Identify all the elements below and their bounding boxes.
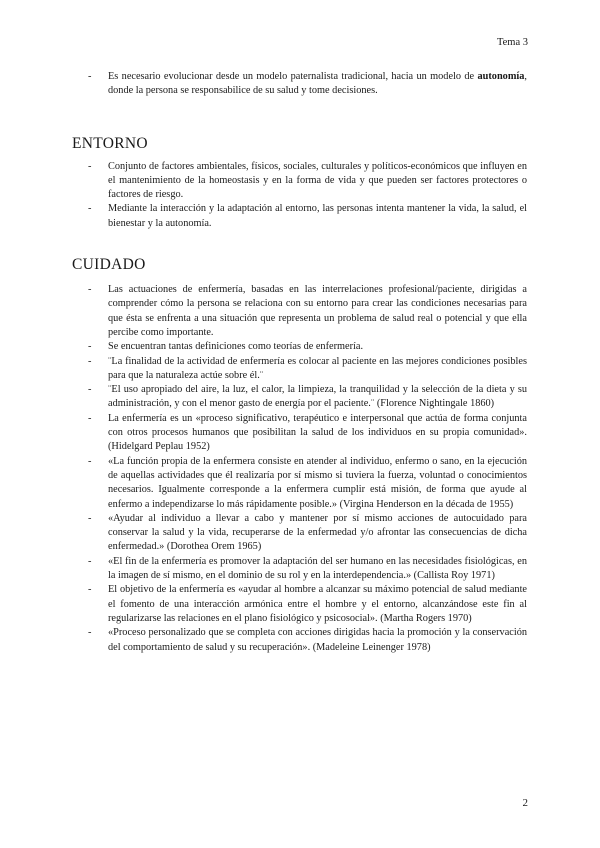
cuidado-list <box>72 283 527 655</box>
section-heading-cuidado: CUIDADO <box>72 256 146 274</box>
intro-bold-term: autonomía <box>477 71 525 82</box>
list-item: - «La función propia de la enfermera consiste en atender al individuo, enfermo o sano, en la ejecución de aquellas actividades que él realizaría por sí mismo si tuviera la fuerza, voluntad o conocimientos necesarios. Igualmente corresponde a la enfermera cumplir está misión, de forma que ayude al enfermo a independizarse lo más rápidamente posible.» (Virgina Henderson en la década de 1955) <box>72 455 527 512</box>
intro-text-end: , donde la persona se responsabilice de su salud y tome decisiones. <box>108 71 527 97</box>
page-content <box>72 70 527 655</box>
list-item: - Mediante la interacción y la adaptación al entorno, las personas intenta mantener la vida, la salud, el bienestar y la autonomía. <box>72 202 527 231</box>
list-item: - «Ayudar al individuo a llevar a cabo y mantener por sí mismo acciones de autocuidado para conservar la salud y la vida, recuperarse de la enfermedad y/o afrontar las consecuencias de dicha enfermedad.» (Dorothea Orem 1965) <box>72 512 527 555</box>
list-item: - Se encuentran tantas definiciones como teorías de enfermería. <box>72 340 527 354</box>
page-number: 2 <box>522 797 528 809</box>
list-item: - «El fin de la enfermería es promover la adaptación del ser humano en las necesidades fisiológicas, en la imagen de sí mismo, en el dominio de su rol y en la interdependencia.» (Callista Roy 1971) <box>72 555 527 584</box>
list-item: - Conjunto de factores ambientales, físicos, sociales, culturales y políticos-económicos que influyen en el mantenimiento de la homeostasis y en la forma de vida y que pueden ser factores protectores o factores de riesgo. <box>72 160 527 203</box>
section-heading-entorno: ENTORNO <box>72 134 148 152</box>
page-header: Tema 3 <box>496 37 528 48</box>
entorno-list <box>72 160 527 231</box>
intro-list <box>72 70 527 99</box>
intro-text: Es necesario evolucionar desde un modelo paternalista tradicional, hacia un modelo de <box>108 71 478 82</box>
list-item <box>72 70 527 99</box>
list-item: - ¨El uso apropiado del aire, la luz, el calor, la limpieza, la tranquilidad y la selección de la dieta y su administración, y con el menor gasto de energía por el paciente.¨ (Florence Nightingale 1860) <box>72 383 527 412</box>
list-item: - Las actuaciones de enfermería, basadas en las interrelaciones profesional/paciente, dirigidas a comprender cómo la persona se relaciona con su entorno para crear las condiciones necesarias para que ésta se enfrenta a una situación que representa un problema de salud real o potencial y que ella percibe como importante. <box>72 283 527 340</box>
list-item: - ¨La finalidad de la actividad de enfermería es colocar al paciente en las mejores condiciones posibles para que la naturaleza actúe sobre él.¨ <box>72 355 527 384</box>
list-item: - El objetivo de la enfermería es «ayudar al hombre a alcanzar su máximo potencial de salud mediante el fomento de una interacción armónica entre el hombre y el entorno, alcanzándose este fin al regularizarse las relaciones en el plano fisiológico y psicosocial». (Martha Rogers 1970) <box>72 583 527 626</box>
list-item: - La enfermería es un «proceso significativo, terapéutico e interpersonal que actúa de forma conjunta con otros procesos humanos que posibilitan la salud de los individuos en su propia comunidad». (Hidelgard Peplau 1952) <box>72 412 527 455</box>
list-item: - «Proceso personalizado que se completa con acciones dirigidas hacia la promoción y la conservación del comportamiento de salud y su recuperación». (Madeleine Leinenger 1978) <box>72 626 527 655</box>
